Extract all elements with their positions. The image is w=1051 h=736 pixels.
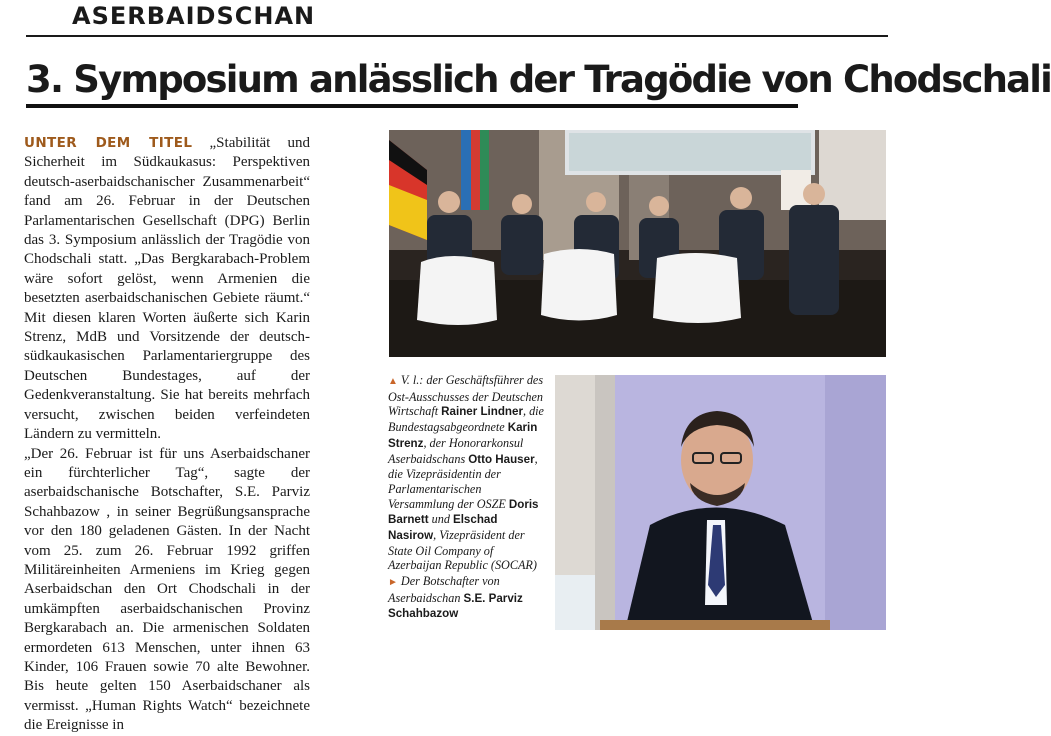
top-rule bbox=[26, 35, 888, 37]
article-body bbox=[24, 134, 310, 736]
paragraph-2: „Der 26. Februar ist für uns Aserbaidschaner ein fürchterlicher Tag“, sagte der aserbaidschanische Botschafter, S.E. Parviz Schahbazow , in seiner Begrüßungsansprache vor den 180 geladenen Gästen. In der Nacht vom 25. zum 26. Februar 1992 griffen Militäreinheiten Armeniens im Krieg gegen Aserbaidschan den Ort Chodschali in der umkämpften aserbaidschanischen Provinz Bergkarabach an. Die armenischen Soldaten ermordeten 613 Menschen, unter ihnen 63 Kinder, 106 Frauen sowie 70 alte Bewohner. Bis heute gelten 150 Aserbaidschaner als vermisst. „Human Rights Watch“ bezeichnete die Ereignisse in bbox=[24, 445, 310, 734]
section-label: ASERBAIDSCHAN bbox=[72, 2, 316, 30]
panel-photo bbox=[389, 130, 886, 357]
paragraph-1-text: „Stabilität und Sicherheit im Südkaukasus: Perspektiven deutsch-aserbaidschanischer Zusammenarbeit“ fand am 26. Februar in der Deutschen Parlamentarischen Gesellschaft (DPG) Berlin das 3. Symposium anlässlich der Tragödie von Chodschali statt. „Das Bergkarabach-Problem wäre sofort gelöst, wenn Armenien die besetzten aserbaidschanischen Gebiete räumt.“ Mit diesen klaren Worten äußerte sich Karin Strenz, MdB und Vorsitzende der deutsch-südkaukasischen Parlamentariergruppe des Deutschen Bundestages, auf der Gedenkveranstaltung. Sie hat bereits mehrfach versucht, zwischen beiden verfeindeten Ländern zu vermitteln. bbox=[24, 135, 310, 443]
triangle-right-icon: ► bbox=[388, 577, 398, 588]
caption-name: Rainer Lindner bbox=[441, 405, 523, 419]
article-headline: 3. Symposium anlässlich der Tragödie von Chodschali bbox=[26, 58, 1051, 101]
caption-name: S.E. Parviz Schahbazow bbox=[388, 591, 523, 621]
headline-underline bbox=[26, 104, 798, 108]
paragraph-1 bbox=[24, 134, 310, 445]
lead-in: UNTER DEM TITEL bbox=[24, 135, 193, 151]
ambassador-photo bbox=[555, 375, 886, 630]
caption-ambassador: ► Der Botschafter von Aserbaidschan S.E. Parviz Schahbazow bbox=[388, 574, 523, 621]
triangle-up-icon: ▲ bbox=[388, 376, 398, 387]
caption-name: Elschad Nasirow bbox=[388, 513, 498, 543]
caption-name: Doris Barnett bbox=[388, 497, 539, 527]
caption-name: Karin Strenz bbox=[388, 421, 538, 450]
caption-panel: ▲ V. l.: der Geschäftsführer des Ost-Ausschusses der Deutschen Wirtschaft Rainer Lindner, die Bundestagsabgeordnete Karin Strenz, der Honorarkonsul Aserbaidschans Otto Hauser, die Vizepräsidentin der Parlamentarischen Versammlung der OSZE Doris Barnett und Elschad Nasirow, Vizepräsident der State Oil Company of Azerbaijan Republic (SOCAR) bbox=[388, 373, 544, 573]
caption-name: Otto Hauser bbox=[468, 452, 535, 466]
